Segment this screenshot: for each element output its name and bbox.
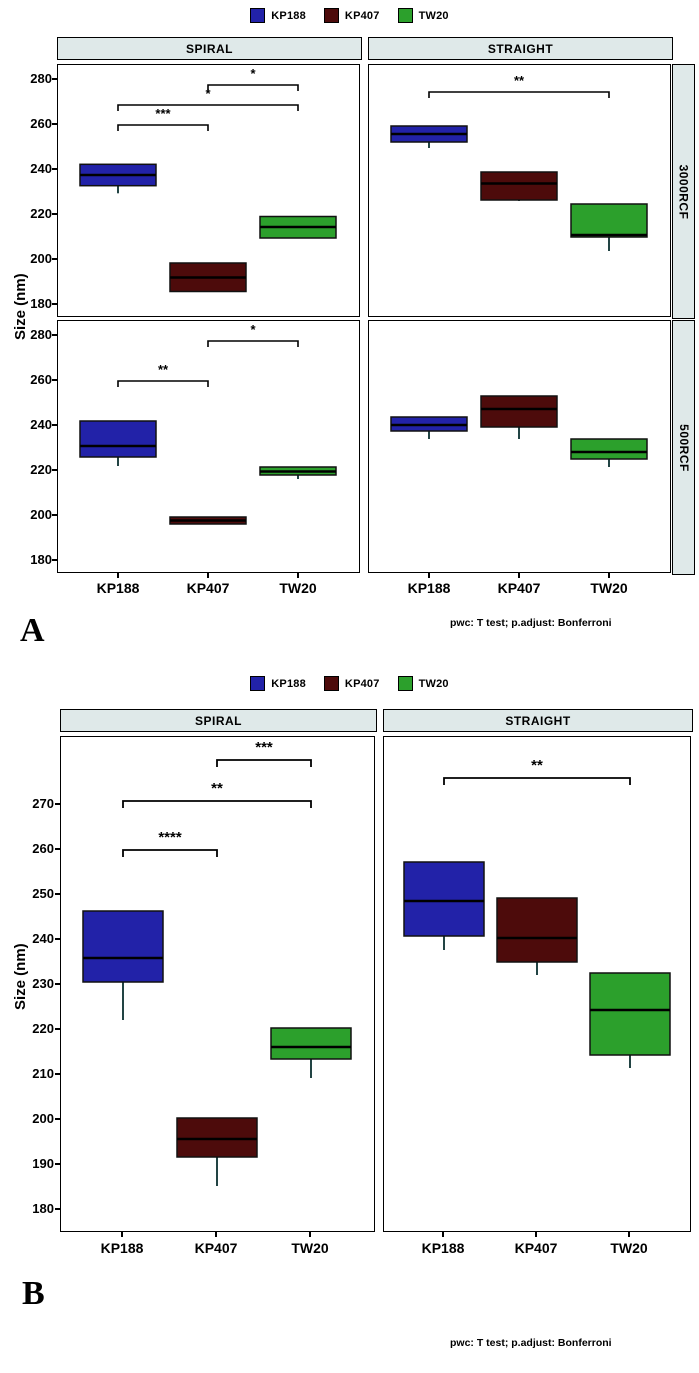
x-tick-label-kp407: KP407	[514, 1240, 558, 1256]
x-tick-label-kp188: KP188	[421, 1240, 465, 1256]
box-tw20	[571, 204, 647, 251]
plot-a-spiral-3000rcf	[57, 64, 360, 317]
y-tickmark	[55, 938, 60, 940]
y-tick-label: 270	[32, 796, 54, 811]
boxplot-canvas	[58, 321, 359, 572]
panel-label-b: B	[22, 1275, 45, 1312]
boxplot-canvas	[369, 65, 670, 316]
y-tickmark	[55, 1028, 60, 1030]
box-kp407	[170, 263, 246, 292]
y-tickmark	[52, 303, 57, 305]
box-kp188	[83, 911, 163, 1020]
y-tick-label: 180	[30, 296, 52, 311]
box-tw20	[260, 217, 336, 239]
figure-caption: pwc: T test; p.adjust: Bonferroni	[450, 617, 612, 629]
x-tickmark	[535, 1232, 537, 1237]
legend-swatch-icon	[250, 676, 265, 691]
x-tickmark	[207, 573, 209, 578]
x-tick-label-kp188: KP188	[96, 580, 140, 596]
panel-strip-straight: STRAIGHT	[368, 37, 673, 60]
panel-a-legend	[0, 8, 699, 23]
panel-strip-spiral: SPIRAL	[60, 709, 377, 732]
panel-label-a: A	[20, 612, 45, 649]
x-tick-label-tw20: TW20	[610, 1240, 648, 1256]
x-tickmark	[628, 1232, 630, 1237]
row-strip-500rcf	[672, 320, 695, 575]
x-tickmark	[117, 573, 119, 578]
y-tick-label: 180	[32, 1201, 54, 1216]
y-tickmark	[52, 78, 57, 80]
y-tickmark	[52, 123, 57, 125]
x-tickmark	[608, 573, 610, 578]
legend-label: KP188	[271, 9, 306, 22]
y-tickmark	[52, 514, 57, 516]
y-tickmark	[55, 983, 60, 985]
legend-label: TW20	[418, 677, 449, 690]
box-kp407	[177, 1118, 257, 1186]
legend-label: KP407	[344, 9, 380, 22]
y-tickmark	[52, 424, 57, 426]
plot-a-spiral-500rcf	[57, 320, 360, 573]
legend-item-kp188	[250, 8, 306, 23]
legend-label: TW20	[418, 9, 449, 22]
panel-b-legend	[0, 676, 699, 691]
legend-label: KP188	[271, 677, 306, 690]
box-kp407	[481, 396, 557, 439]
row-strip-label: 3000RCF	[676, 164, 691, 219]
y-tickmark	[52, 258, 57, 260]
x-tick-label-kp407: KP407	[497, 580, 541, 596]
box-kp407	[481, 172, 557, 201]
sig-bracket-kp188-kp407	[118, 125, 208, 131]
y-tick-label: 260	[32, 841, 54, 856]
sig-label: ****	[158, 829, 182, 846]
figure-caption: pwc: T test; p.adjust: Bonferroni	[450, 1337, 612, 1349]
sig-label: *	[250, 66, 256, 81]
y-tick-label: 250	[32, 886, 54, 901]
sig-bracket-kp407-tw20	[217, 760, 311, 767]
box-tw20	[590, 973, 670, 1068]
y-tick-label: 210	[32, 1066, 54, 1081]
legend-item-tw20	[398, 8, 449, 23]
x-tick-label-kp188: KP188	[100, 1240, 144, 1256]
sig-bracket-kp188-kp407	[118, 381, 208, 387]
sig-label: **	[157, 362, 169, 377]
y-tick-label: 200	[32, 1111, 54, 1126]
sig-bracket-kp188-kp407	[123, 850, 217, 857]
plot-b-spiral	[60, 736, 375, 1232]
y-tick-label: 240	[30, 161, 52, 176]
box-kp188	[80, 421, 156, 466]
plot-a-straight-3000rcf	[368, 64, 671, 317]
legend-swatch-icon	[398, 8, 413, 23]
y-tick-label: 180	[30, 552, 52, 567]
legend-item-kp407	[324, 8, 380, 23]
sig-label: **	[513, 73, 525, 88]
y-tickmark	[55, 1073, 60, 1075]
box-kp407	[170, 517, 246, 524]
legend-swatch-icon	[324, 8, 339, 23]
legend-item-tw20	[398, 676, 449, 691]
plot-b-straight	[383, 736, 691, 1232]
x-tickmark	[121, 1232, 123, 1237]
y-tickmark	[55, 803, 60, 805]
sig-label: *	[205, 86, 211, 101]
box-kp188	[391, 417, 467, 439]
sig-label: **	[531, 757, 543, 774]
sig-bracket-kp188-tw20	[444, 778, 630, 785]
legend-item-kp407	[324, 676, 380, 691]
legend-label: KP407	[344, 677, 380, 690]
x-tickmark	[215, 1232, 217, 1237]
box-tw20	[571, 439, 647, 467]
y-tickmark	[52, 213, 57, 215]
y-tickmark	[52, 168, 57, 170]
y-tick-label: 190	[32, 1156, 54, 1171]
sig-bracket-kp188-tw20	[123, 801, 311, 808]
box-kp188	[80, 164, 156, 193]
sig-label: ***	[155, 106, 171, 121]
x-tickmark	[297, 573, 299, 578]
y-tick-label: 260	[30, 116, 52, 131]
x-tickmark	[518, 573, 520, 578]
boxplot-canvas	[369, 321, 670, 572]
x-tick-label-tw20: TW20	[590, 580, 628, 596]
y-tick-label: 230	[32, 976, 54, 991]
row-strip-3000rcf	[672, 64, 695, 319]
box-kp188	[404, 862, 484, 950]
box-tw20	[260, 467, 336, 479]
y-tick-label: 280	[30, 327, 52, 342]
y-tick-label: 240	[30, 417, 52, 432]
row-strip-label: 500RCF	[676, 423, 691, 472]
y-tickmark	[55, 1118, 60, 1120]
y-tick-label: 220	[30, 206, 52, 221]
sig-bracket-kp188-tw20	[429, 92, 609, 98]
y-tick-label: 280	[30, 71, 52, 86]
box-kp407	[497, 898, 577, 975]
y-tick-label: 200	[30, 251, 52, 266]
panel-strip-straight: STRAIGHT	[383, 709, 693, 732]
y-tick-label: 240	[32, 931, 54, 946]
x-tick-label-kp407: KP407	[186, 580, 230, 596]
y-tickmark	[55, 848, 60, 850]
y-axis-label: Size (nm)	[12, 943, 29, 1010]
sig-label: *	[250, 322, 256, 337]
y-tickmark	[52, 559, 57, 561]
y-tickmark	[52, 334, 57, 336]
sig-label: **	[211, 780, 223, 797]
x-tick-label-tw20: TW20	[279, 580, 317, 596]
legend-swatch-icon	[250, 8, 265, 23]
x-tick-label-kp407: KP407	[194, 1240, 238, 1256]
y-tick-label: 200	[30, 507, 52, 522]
boxplot-canvas	[61, 737, 374, 1231]
y-axis-label: Size (nm)	[12, 273, 29, 340]
sig-label: ***	[255, 739, 273, 756]
boxplot-canvas	[384, 737, 690, 1231]
boxplot-canvas	[58, 65, 359, 316]
x-tick-label-tw20: TW20	[291, 1240, 329, 1256]
x-tick-label-kp188: KP188	[407, 580, 451, 596]
y-tickmark	[52, 379, 57, 381]
y-tick-label: 220	[30, 462, 52, 477]
y-tickmark	[55, 893, 60, 895]
legend-swatch-icon	[398, 676, 413, 691]
x-tickmark	[442, 1232, 444, 1237]
box-kp188	[391, 126, 467, 148]
sig-bracket-kp407-tw20	[208, 341, 298, 347]
y-tick-label: 260	[30, 372, 52, 387]
plot-a-straight-500rcf	[368, 320, 671, 573]
box-tw20	[271, 1028, 351, 1078]
y-tick-label: 220	[32, 1021, 54, 1036]
x-tickmark	[428, 573, 430, 578]
y-tickmark	[52, 469, 57, 471]
panel-strip-spiral: SPIRAL	[57, 37, 362, 60]
x-tickmark	[309, 1232, 311, 1237]
y-tickmark	[55, 1163, 60, 1165]
legend-swatch-icon	[324, 676, 339, 691]
legend-item-kp188	[250, 676, 306, 691]
y-tickmark	[55, 1208, 60, 1210]
